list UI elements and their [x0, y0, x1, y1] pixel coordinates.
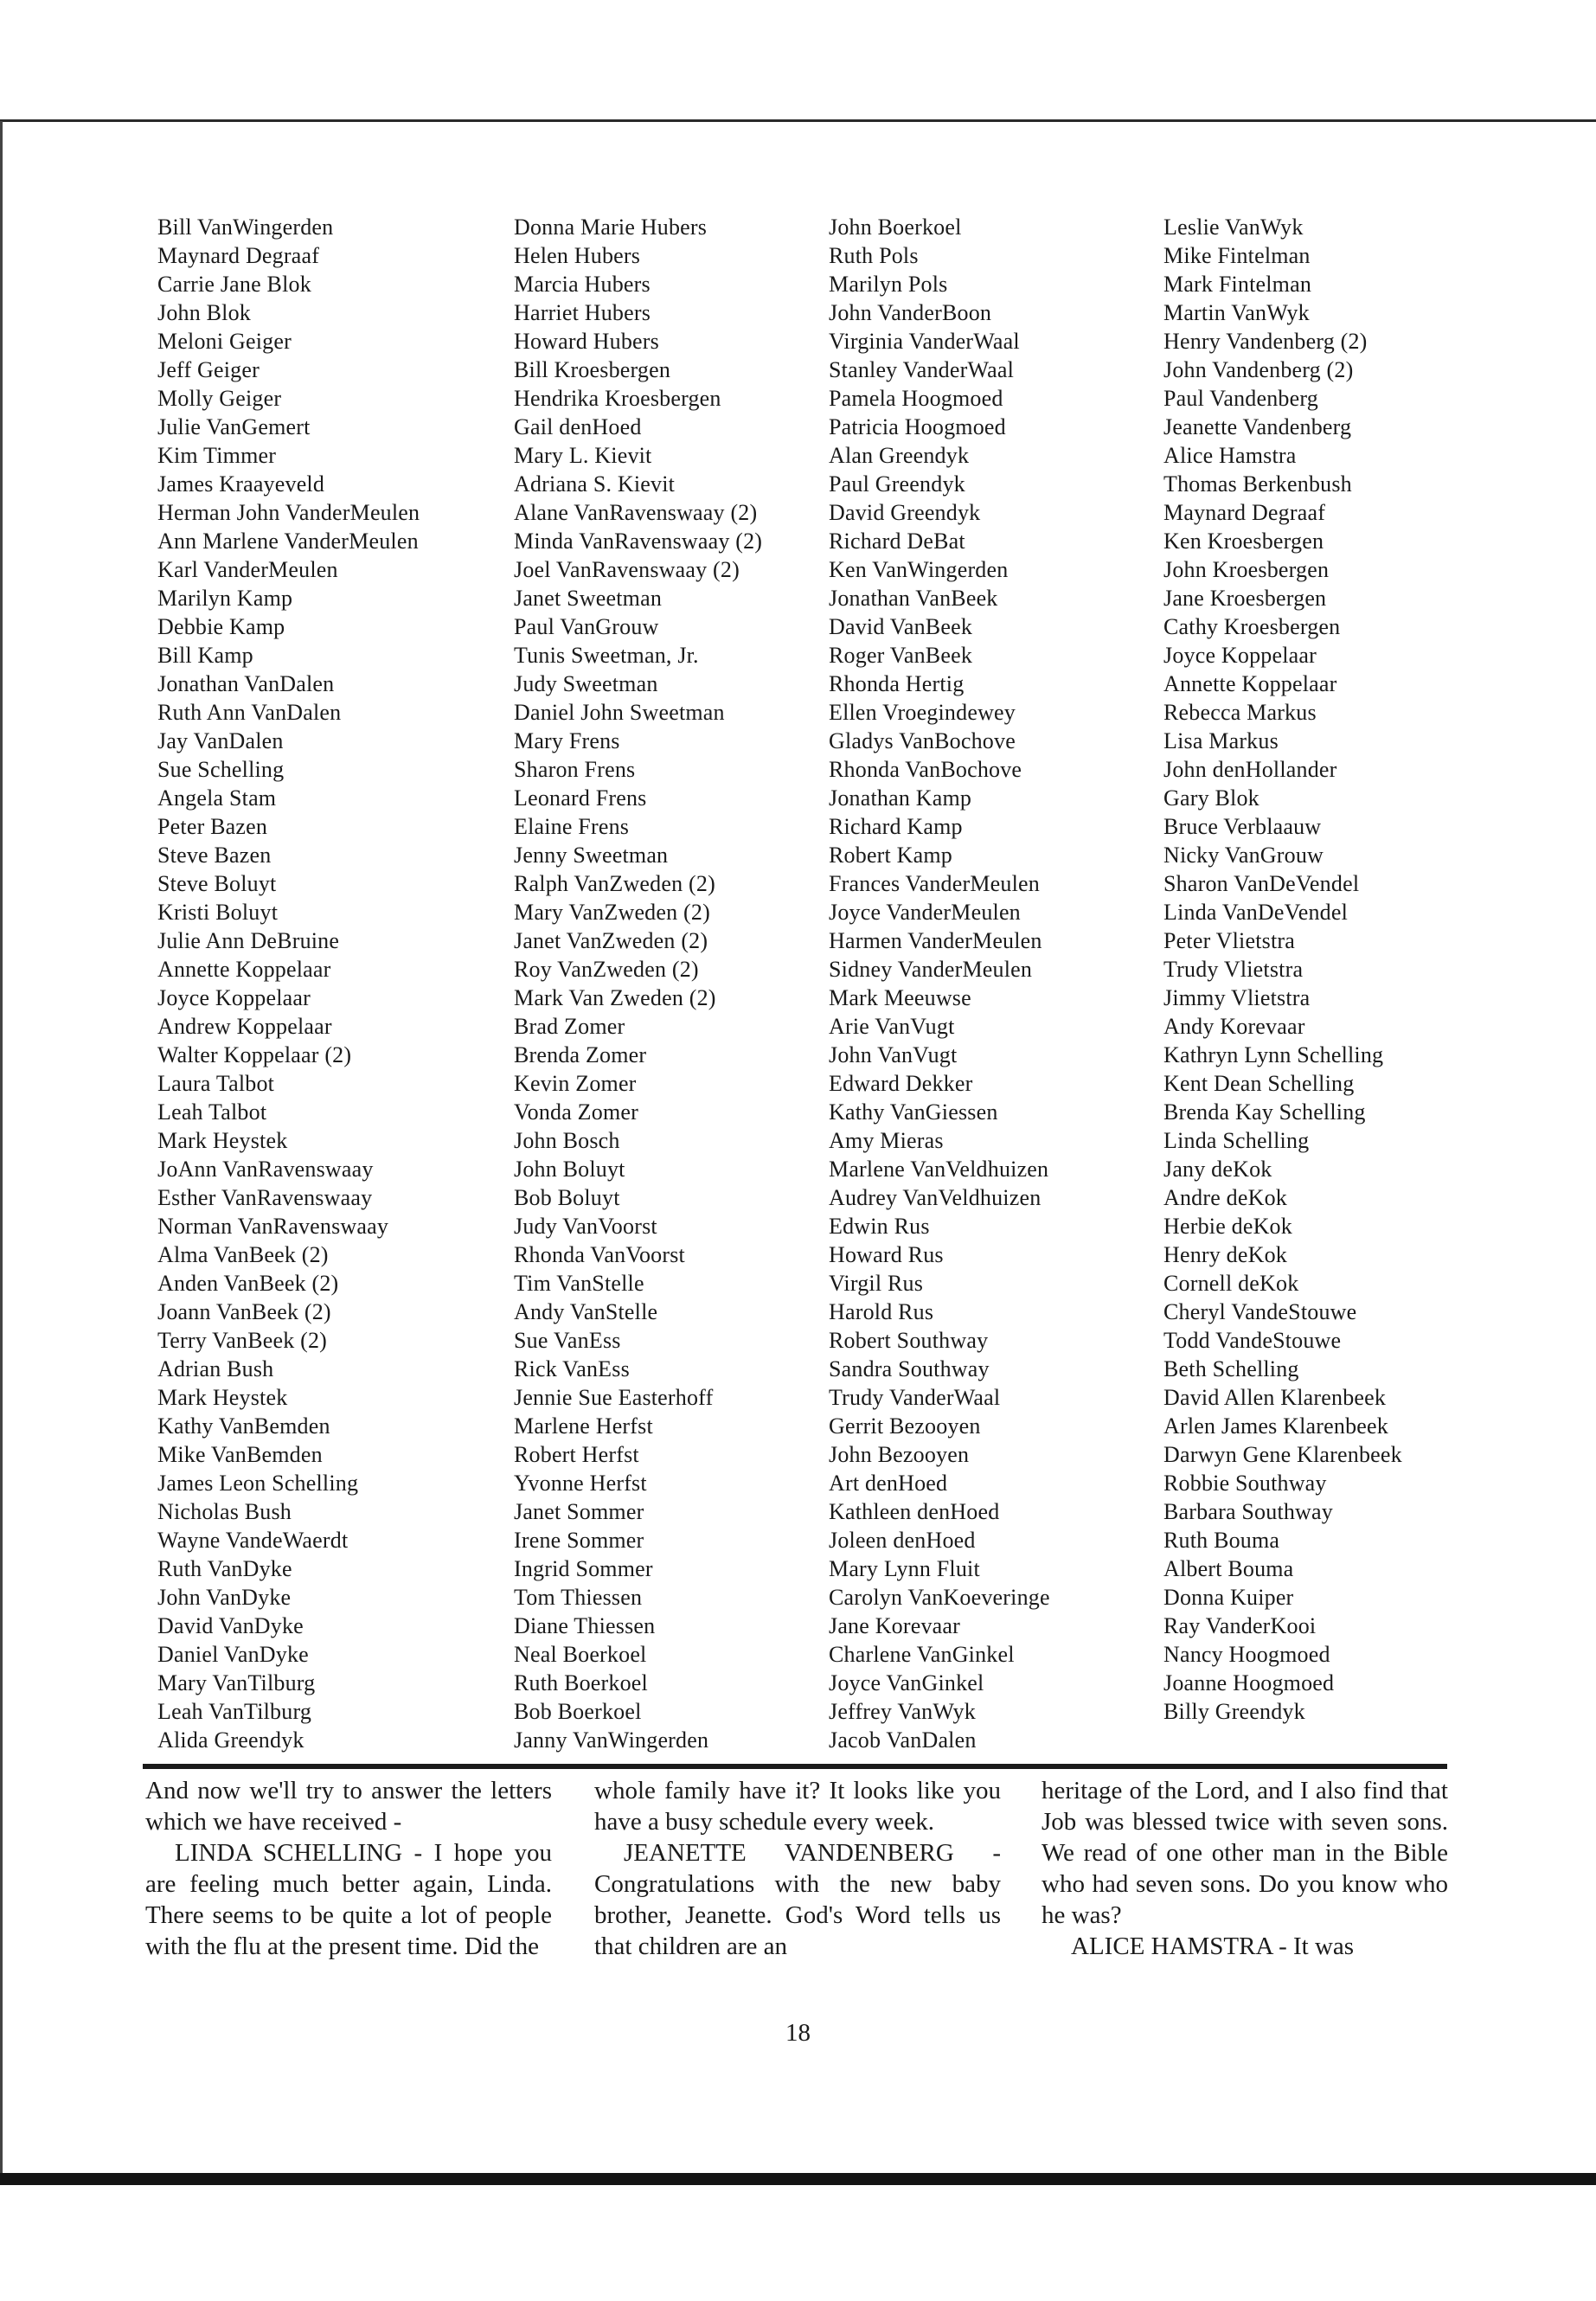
name-entry: Pamela Hoogmoed — [829, 386, 1003, 411]
name-entry: JoAnn VanRavenswaay — [157, 1157, 374, 1182]
name-column-1 — [157, 213, 420, 1754]
name-entry: Paul VanGrouw — [514, 614, 659, 639]
name-entry: Barbara Southway — [1163, 1499, 1333, 1524]
name-entry: Kent Dean Schelling — [1163, 1071, 1355, 1096]
name-entry: John VanVugt — [829, 1042, 958, 1067]
name-entry: Annette Koppelaar — [157, 957, 331, 982]
name-entry: Janet Sommer — [514, 1499, 644, 1524]
name-entry: Linda Schelling — [1163, 1128, 1310, 1153]
name-entry: Jeff Geiger — [157, 357, 260, 382]
name-entry: Judy VanVoorst — [514, 1214, 657, 1239]
name-entry: Amy Mieras — [829, 1128, 944, 1153]
name-entry: Frances VanderMeulen — [829, 871, 1040, 896]
name-entry: Bruce Verblaauw — [1163, 814, 1322, 839]
name-entry: Daniel VanDyke — [157, 1642, 309, 1667]
name-entry: Mike VanBemden — [157, 1442, 323, 1467]
name-entry: Leslie VanWyk — [1163, 215, 1304, 240]
name-entry: Kathy VanGiessen — [829, 1099, 998, 1125]
name-entry: Esther VanRavenswaay — [157, 1185, 373, 1210]
name-entry: Mary L. Kievit — [514, 443, 652, 468]
name-entry: Marilyn Pols — [829, 272, 948, 297]
name-entry: Ralph VanZweden (2) — [514, 871, 715, 896]
name-entry: James Kraayeveld — [157, 471, 325, 497]
name-entry: Ruth Bouma — [1163, 1528, 1280, 1553]
name-list — [0, 213, 1596, 1761]
name-entry: Ruth Boerkoel — [514, 1670, 648, 1695]
name-entry: Ann Marlene VanderMeulen — [157, 529, 419, 554]
name-entry: Paul Vandenberg — [1163, 386, 1318, 411]
name-entry: Janet Sweetman — [514, 586, 663, 611]
name-entry: Art denHoed — [829, 1471, 948, 1496]
name-entry: Andy VanStelle — [514, 1299, 658, 1324]
name-entry: Albert Bouma — [1163, 1556, 1294, 1581]
name-entry: Cathy Kroesbergen — [1163, 614, 1341, 639]
name-entry: Bob Boluyt — [514, 1185, 620, 1210]
name-entry: Richard DeBat — [829, 529, 965, 554]
name-entry: Anden VanBeek (2) — [157, 1271, 339, 1296]
name-entry: Roy VanZweden (2) — [514, 957, 699, 982]
name-entry: Diane Thiessen — [514, 1613, 656, 1638]
name-entry: Janet VanZweden (2) — [514, 928, 708, 953]
name-entry: Joyce VanGinkel — [829, 1670, 984, 1695]
section-divider — [143, 1764, 1447, 1769]
name-entry: Tim VanStelle — [514, 1271, 644, 1296]
name-entry: Edwin Rus — [829, 1214, 930, 1239]
letters-column-2 — [594, 1775, 1001, 1962]
name-entry: Richard Kamp — [829, 814, 963, 839]
name-entry: Julie Ann DeBruine — [157, 928, 340, 953]
name-entry: Steve Bazen — [157, 843, 272, 868]
name-entry: Carrie Jane Blok — [157, 272, 311, 297]
name-entry: Martin VanWyk — [1163, 300, 1310, 325]
name-entry: Arie VanVugt — [829, 1014, 955, 1039]
name-entry: Sidney VanderMeulen — [829, 957, 1033, 982]
name-entry: Joel VanRavenswaay (2) — [514, 557, 740, 582]
name-entry: Peter Vlietstra — [1163, 928, 1295, 953]
name-entry: Rhonda VanBochove — [829, 757, 1022, 782]
name-entry: Sue VanEss — [514, 1328, 621, 1353]
name-entry: Ken Kroesbergen — [1163, 529, 1324, 554]
name-entry: Jane Kroesbergen — [1163, 586, 1327, 611]
name-entry: Mary Lynn Fluit — [829, 1556, 980, 1581]
name-entry: Arlen James Klarenbeek — [1163, 1413, 1388, 1439]
name-entry: Andrew Koppelaar — [157, 1014, 332, 1039]
name-entry: Mark Meeuwse — [829, 985, 971, 1010]
name-entry: Kathy VanBemden — [157, 1413, 330, 1439]
name-entry: John Boerkoel — [829, 215, 962, 240]
name-entry: Howard Rus — [829, 1242, 944, 1267]
name-column-4 — [1163, 213, 1402, 1726]
name-entry: David VanDyke — [157, 1613, 304, 1638]
name-entry: Roger VanBeek — [829, 643, 973, 668]
name-entry: Sue Schelling — [157, 757, 285, 782]
name-entry: Cornell deKok — [1163, 1271, 1299, 1296]
name-entry: Nancy Hoogmoed — [1163, 1642, 1330, 1667]
name-entry: Peter Bazen — [157, 814, 268, 839]
name-entry: Julie VanGemert — [157, 414, 311, 439]
name-entry: Kathryn Lynn Schelling — [1163, 1042, 1384, 1067]
name-entry: John VanderBoon — [829, 300, 992, 325]
name-entry: Andre deKok — [1163, 1185, 1287, 1210]
name-entry: Bill VanWingerden — [157, 215, 334, 240]
name-entry: Rick VanEss — [514, 1356, 630, 1381]
name-entry: Sharon Frens — [514, 757, 636, 782]
name-entry: Herman John VanderMeulen — [157, 500, 420, 525]
name-entry: Gerrit Bezooyen — [829, 1413, 981, 1439]
name-entry: Bob Boerkoel — [514, 1699, 642, 1724]
name-column-2 — [514, 213, 762, 1754]
name-entry: Elaine Frens — [514, 814, 630, 839]
name-entry: Rhonda VanVoorst — [514, 1242, 685, 1267]
name-entry: Irene Sommer — [514, 1528, 644, 1553]
name-entry: Howard Hubers — [514, 329, 659, 354]
name-entry: Kim Timmer — [157, 443, 277, 468]
name-entry: John Vandenberg (2) — [1163, 357, 1354, 382]
name-entry: Joyce VanderMeulen — [829, 900, 1021, 925]
name-entry: Jay VanDalen — [157, 728, 284, 753]
name-entry: Ruth Pols — [829, 243, 919, 268]
name-entry: Wayne VandeWaerdt — [157, 1528, 349, 1553]
name-entry: Patricia Hoogmoed — [829, 414, 1006, 439]
name-entry: Kevin Zomer — [514, 1071, 637, 1096]
name-entry: Jennie Sue Easterhoff — [514, 1385, 714, 1410]
name-entry: Marilyn Kamp — [157, 586, 293, 611]
name-entry: Harold Rus — [829, 1299, 934, 1324]
name-entry: Alma VanBeek (2) — [157, 1242, 329, 1267]
name-entry: Virginia VanderWaal — [829, 329, 1020, 354]
name-entry: Cheryl VandeStouwe — [1163, 1299, 1357, 1324]
name-entry: Ingrid Sommer — [514, 1556, 653, 1581]
name-entry: Jonathan VanBeek — [829, 586, 998, 611]
page-number: 18 — [785, 2019, 811, 2047]
name-entry: Edward Dekker — [829, 1071, 973, 1096]
name-entry: Hendrika Kroesbergen — [514, 386, 721, 411]
name-entry: Audrey VanVeldhuizen — [829, 1185, 1042, 1210]
page-top-edge — [0, 119, 1596, 122]
name-entry: Virgil Rus — [829, 1271, 924, 1296]
name-entry: Henry Vandenberg (2) — [1163, 329, 1368, 354]
name-entry: Rhonda Hertig — [829, 671, 965, 696]
name-entry: Joann VanBeek (2) — [157, 1299, 331, 1324]
name-entry: Vonda Zomer — [514, 1099, 638, 1125]
name-entry: Leah VanTilburg — [157, 1699, 312, 1724]
name-entry: Mark Heystek — [157, 1128, 288, 1153]
name-entry: Mary VanZweden (2) — [514, 900, 710, 925]
name-entry: Jane Korevaar — [829, 1613, 961, 1638]
name-entry: Karl VanderMeulen — [157, 557, 338, 582]
name-entry: Tunis Sweetman, Jr. — [514, 643, 699, 668]
name-entry: Paul Greendyk — [829, 471, 965, 497]
name-entry: Adriana S. Kievit — [514, 471, 676, 497]
name-entry: Laura Talbot — [157, 1071, 275, 1096]
name-entry: Terry VanBeek (2) — [157, 1328, 328, 1353]
name-entry: Billy Greendyk — [1163, 1699, 1305, 1724]
name-entry: James Leon Schelling — [157, 1471, 359, 1496]
name-entry: Leah Talbot — [157, 1099, 267, 1125]
name-entry: Nicky VanGrouw — [1163, 843, 1324, 868]
name-entry: Brenda Kay Schelling — [1163, 1099, 1366, 1125]
name-entry: Ruth VanDyke — [157, 1556, 292, 1581]
name-entry: Mary Frens — [514, 728, 620, 753]
name-entry: Yvonne Herfst — [514, 1471, 647, 1496]
name-entry: Alida Greendyk — [157, 1727, 304, 1753]
name-entry: Ken VanWingerden — [829, 557, 1009, 582]
name-entry: Marlene VanVeldhuizen — [829, 1157, 1049, 1182]
name-entry: Minda VanRavenswaay (2) — [514, 529, 763, 554]
name-entry: Norman VanRavenswaay — [157, 1214, 389, 1239]
name-entry: Jany deKok — [1163, 1157, 1272, 1182]
name-entry: John Boluyt — [514, 1157, 625, 1182]
name-entry: Ruth Ann VanDalen — [157, 700, 342, 725]
name-entry: Robert Southway — [829, 1328, 989, 1353]
name-entry: Bill Kamp — [157, 643, 253, 668]
name-column-3 — [829, 213, 1050, 1754]
letters-paragraph: heritage of the Lord, and I also find that Job was blessed twice with seven sons. We read of one other man in the Bible who had seven sons. Do you know who he was? — [1042, 1777, 1448, 1929]
page-bottom-edge — [0, 2173, 1596, 2185]
name-entry: Mark Heystek — [157, 1385, 288, 1410]
name-entry: Adrian Bush — [157, 1356, 274, 1381]
name-entry: Herbie deKok — [1163, 1214, 1292, 1239]
name-entry: David Allen Klarenbeek — [1163, 1385, 1387, 1410]
name-entry: Donna Marie Hubers — [514, 215, 708, 240]
name-entry: Donna Kuiper — [1163, 1585, 1294, 1610]
name-entry: Steve Boluyt — [157, 871, 277, 896]
name-entry: Alane VanRavenswaay (2) — [514, 500, 758, 525]
name-entry: Marlene Herfst — [514, 1413, 653, 1439]
name-entry: Mary VanTilburg — [157, 1670, 316, 1695]
letters-paragraph: And now we'll try to answer the letters which we have received - — [145, 1777, 552, 1836]
name-entry: Trudy Vlietstra — [1163, 957, 1304, 982]
name-entry: Joleen denHoed — [829, 1528, 976, 1553]
name-entry: Alan Greendyk — [829, 443, 970, 468]
name-entry: Kristi Boluyt — [157, 900, 279, 925]
name-entry: John denHollander — [1163, 757, 1337, 782]
name-entry: Maynard Degraaf — [157, 243, 320, 268]
name-entry: Jeanette Vandenberg — [1163, 414, 1352, 439]
name-entry: Robbie Southway — [1163, 1471, 1327, 1496]
name-entry: Linda VanDeVendel — [1163, 900, 1349, 925]
name-entry: Jimmy Vlietstra — [1163, 985, 1311, 1010]
name-entry: Harriet Hubers — [514, 300, 651, 325]
name-entry: Gail denHoed — [514, 414, 642, 439]
name-entry: Helen Hubers — [514, 243, 641, 268]
name-entry: Daniel John Sweetman — [514, 700, 725, 725]
name-entry: Janny VanWingerden — [514, 1727, 709, 1753]
name-entry: Jonathan Kamp — [829, 785, 972, 811]
name-entry: Alice Hamstra — [1163, 443, 1297, 468]
letters-paragraph: JEANETTE VANDENBERG - Congratulations with the new baby brother, Jeanette. God's Word tells us that children are an — [594, 1839, 1001, 1960]
name-entry: Mark Fintelman — [1163, 272, 1312, 297]
letters-column-3 — [1042, 1775, 1448, 1962]
name-entry: Jacob VanDalen — [829, 1727, 977, 1753]
name-entry: Mike Fintelman — [1163, 243, 1311, 268]
name-entry: Nicholas Bush — [157, 1499, 292, 1524]
name-entry: Rebecca Markus — [1163, 700, 1317, 725]
name-entry: Henry deKok — [1163, 1242, 1287, 1267]
name-entry: Robert Herfst — [514, 1442, 639, 1467]
name-entry: Debbie Kamp — [157, 614, 285, 639]
name-entry: Gary Blok — [1163, 785, 1259, 811]
name-entry: Sharon VanDeVendel — [1163, 871, 1360, 896]
name-entry: Brenda Zomer — [514, 1042, 647, 1067]
name-entry: Brad Zomer — [514, 1014, 625, 1039]
letters-paragraph: ALICE HAMSTRA - It was — [1071, 1932, 1355, 1960]
name-entry: Angela Stam — [157, 785, 277, 811]
name-entry: Thomas Berkenbush — [1163, 471, 1352, 497]
name-entry: Maynard Degraaf — [1163, 500, 1326, 525]
letters-column-1 — [145, 1775, 552, 1962]
name-entry: David Greendyk — [829, 500, 981, 525]
name-entry: Jonathan VanDalen — [157, 671, 335, 696]
name-entry: Annette Koppelaar — [1163, 671, 1337, 696]
name-entry: Tom Thiessen — [514, 1585, 643, 1610]
name-entry: John Bosch — [514, 1128, 620, 1153]
name-entry: Marcia Hubers — [514, 272, 651, 297]
name-entry: John Bezooyen — [829, 1442, 970, 1467]
name-entry: Ray VanderKooi — [1163, 1613, 1317, 1638]
name-entry: Kathleen denHoed — [829, 1499, 1000, 1524]
name-entry: Darwyn Gene Klarenbeek — [1163, 1442, 1402, 1467]
letters-paragraph: whole family have it? It looks like you have a busy schedule every week. — [594, 1777, 1001, 1836]
name-entry: Joanne Hoogmoed — [1163, 1670, 1335, 1695]
name-entry: Andy Korevaar — [1163, 1014, 1305, 1039]
name-entry: Beth Schelling — [1163, 1356, 1299, 1381]
name-entry: John VanDyke — [157, 1585, 292, 1610]
name-entry: Meloni Geiger — [157, 329, 292, 354]
name-entry: Carolyn VanKoeveringe — [829, 1585, 1050, 1610]
name-entry: Jeffrey VanWyk — [829, 1699, 976, 1724]
name-entry: Joyce Koppelaar — [157, 985, 311, 1010]
name-entry: Jenny Sweetman — [514, 843, 669, 868]
name-entry: Bill Kroesbergen — [514, 357, 671, 382]
name-entry: Charlene VanGinkel — [829, 1642, 1015, 1667]
name-entry: Walter Koppelaar (2) — [157, 1042, 352, 1067]
name-entry: John Kroesbergen — [1163, 557, 1330, 582]
name-entry: Neal Boerkoel — [514, 1642, 647, 1667]
name-entry: Todd VandeStouwe — [1163, 1328, 1342, 1353]
name-entry: Ellen Vroegindewey — [829, 700, 1016, 725]
name-entry: Lisa Markus — [1163, 728, 1279, 753]
name-entry: Trudy VanderWaal — [829, 1385, 1001, 1410]
letters-paragraph: LINDA SCHELLING - I hope you are feeling much better again, Linda. There seems to be quite a lot of people with the flu at the present time. Did the — [145, 1839, 552, 1960]
name-entry: David VanBeek — [829, 614, 973, 639]
name-entry: Stanley VanderWaal — [829, 357, 1015, 382]
name-entry: Mark Van Zweden (2) — [514, 985, 716, 1010]
name-entry: Molly Geiger — [157, 386, 282, 411]
name-entry: Leonard Frens — [514, 785, 647, 811]
name-entry: Harmen VanderMeulen — [829, 928, 1042, 953]
name-entry: John Blok — [157, 300, 251, 325]
name-entry: Sandra Southway — [829, 1356, 990, 1381]
name-entry: Judy Sweetman — [514, 671, 658, 696]
name-entry: Gladys VanBochove — [829, 728, 1016, 753]
name-entry: Joyce Koppelaar — [1163, 643, 1317, 668]
name-entry: Robert Kamp — [829, 843, 953, 868]
